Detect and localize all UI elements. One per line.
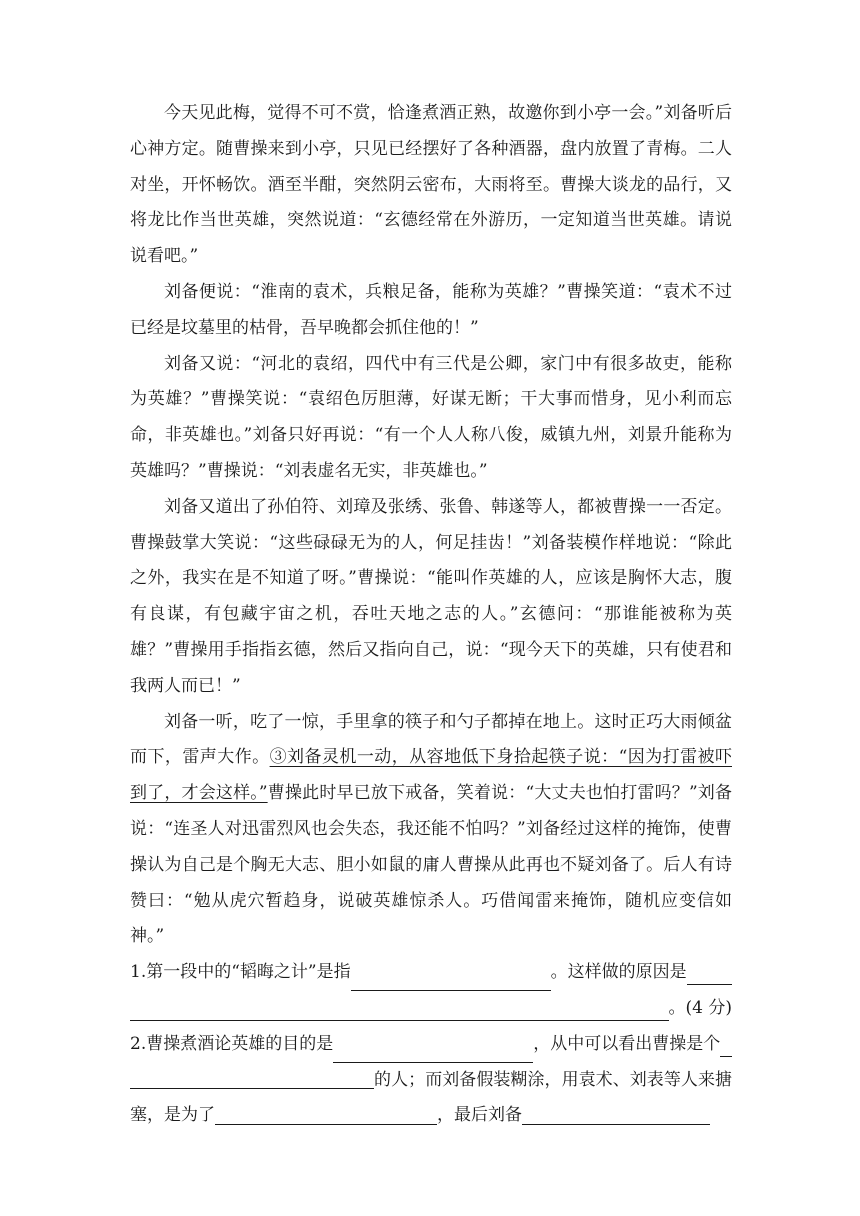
question-1-line-1 [130,955,732,991]
question-1-line-2 [130,991,732,1027]
question-2-mid-2: 的人；而刘备假装糊涂，用袁术、刘表等人来搪塞，是为了 [130,1069,732,1126]
question-2-mid-1: ，从中可以看出曹操是个 [533,1033,721,1054]
question-2-answer-blank-2-continued[interactable] [130,1070,374,1089]
question-1-answer-blank-2-continued[interactable] [130,1002,669,1021]
question-1 [130,955,732,1027]
question-2-answer-blank-4[interactable] [522,1106,710,1125]
passage-paragraph-5 [130,705,732,956]
question-2 [130,1027,732,1134]
passage-paragraph-1: 今天见此梅，觉得不可不赏，恰逢煮酒正熟，故邀你到小亭一会。”刘备听后心神方定。随曹操来到小亭，只见已经摆好了各种酒器，盘内放置了青梅。二人对坐，开怀畅饮。酒至半酣，突然阴云密布，大雨将至。曹操大谈龙的品行，又将龙比作当世英雄，突然说道：“玄德经常在外游历，一定知道当世英雄。请说说看吧。” [130,103,732,267]
question-2-answer-blank-2[interactable] [720,1038,732,1057]
paragraph-5-text-before: 刘备一听，吃了一惊，手里拿的筷子和勺子都掉在地上。这时正巧大雨倾盆而下，雷声大作。 [130,711,732,768]
question-1-score: 。(4 分) [668,997,732,1018]
underlined-sentence-3: ③刘备灵机一动，从容地低下身拾起筷子说：“因为打雷被吓到了，才会这样。” [130,747,732,804]
question-2-answer-blank-1[interactable] [333,1044,533,1063]
question-1-mid: 。这样做的原因是 [550,962,687,983]
question-2-mid-3: ，最后刘备 [437,1105,522,1126]
question-2-line-1 [130,1027,732,1063]
question-2-prefix: 2.曹操煮酒论英雄的目的是 [130,1033,334,1054]
question-1-prefix: 1.第一段中的“韬晦之计”是指 [130,962,351,983]
question-2-answer-blank-3[interactable] [215,1106,437,1125]
passage-paragraph-2: 刘备便说：“淮南的袁术，兵粮足备，能称为英雄？”曹操笑道：“袁术不过已经是坟墓里的枯骨，吾早晚都会抓住他的！” [130,281,732,338]
question-1-answer-blank-1[interactable] [351,972,551,991]
passage-paragraph-3: 刘备又说：“河北的袁绍，四代中有三代是公卿，家门中有很多故吏，能称为英雄？”曹操笑说：“袁绍色厉胆薄，好谋无断；干大事而惜身，见小利而忘命，非英雄也。”刘备只好再说：“有一个人人称八俊，威镇九州，刘景升能称为英雄吗？”曹操说：“刘表虚名无实，非英雄也。” [130,353,732,481]
question-2-line-2 [130,1063,732,1135]
document-page [130,96,732,1134]
question-1-answer-blank-2[interactable] [687,966,732,985]
passage-paragraph-4: 刘备又道出了孙伯符、刘璋及张绣、张鲁、韩遂等人，都被曹操一一否定。曹操鼓掌大笑说：“这些碌碌无为的人，何足挂齿！”刘备装模作样地说：“除此之外，我实在是不知道了呀。”曹操说：“能叫作英雄的人，应该是胸怀大志，腹有良谋，有包藏宇宙之机，吞吐天地之志的人。”玄德问：“那谁能被称为英雄？”曹操用手指指玄德，然后又指向自己，说：“现今天下的英雄，只有使君和我两人而已！” [130,496,732,696]
paragraph-5-text-after: 曹操此时早已放下戒备，笑着说：“大丈夫也怕打雷吗？”刘备说：“连圣人对迅雷烈风也会失态，我还能不怕吗？”刘备经过这样的掩饰，使曹操认为自己是个胸无大志、胆小如鼠的庸人曹操从此再也不疑刘备了。后人有诗赞曰：“勉从虎穴暂趋身，说破英雄惊杀人。巧借闻雷来掩饰，随机应变信如神。” [130,783,732,947]
